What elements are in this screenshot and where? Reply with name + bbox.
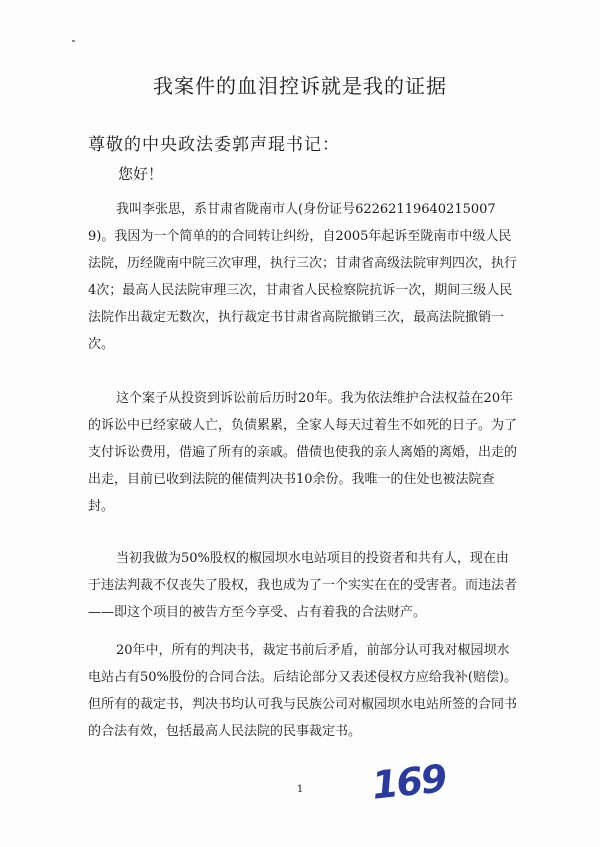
handwritten-page-mark: 169 [369, 756, 448, 808]
page-number: 1 [296, 784, 304, 795]
paragraph-4: 20年中，所有的判决书，裁定书前后矛盾，前部分认可我对椒园坝水电站占有50%股份的合同合法。后结论部分又表述侵权方应给我补(赔偿)。但所有的裁定书，判决书均认可我与民族公司对椒园坝水电站所签的合同书的合法有效，包括最高人民法院的民事裁定书。 [88, 643, 518, 739]
document-title: 我案件的血泪控诉就是我的证据 [153, 74, 447, 98]
paragraph-3: 当初我做为50%股权的椒园坝水电站项目的投资者和共有人，现在由于违法判裁不仅丧失了股权，我也成为了一个实实在在的受害者。而违法者——即这个项目的被告方至今享受、占有着我的合法财产。 [88, 551, 518, 620]
paragraph-1: 我叫李张思，系甘肃省陇南市人(身份证号622621196402150079)。我因为一个简单的的合同转让纠纷，自2005年起诉至陇南市中级人民法院，历经陇南中院三次审理，执行三次；甘肃省高级法院审判四次，执行4次；最高人民法院审理三次，甘肃省人民检察院抗诉一次，期间三级人民法院作出裁定无数次，执行裁定书甘肃省高院撤销三次，最高法院撤销一次。 [88, 202, 518, 352]
salutation: 尊敬的中央政法委郭声琨书记： [88, 135, 340, 155]
scan-speck [72, 40, 75, 42]
greeting: 您好！ [118, 165, 164, 183]
paragraph-2: 这个案子从投资到诉讼前后历时20年。我为依法维护合法权益在20年的诉讼中已经家破人亡，负债累累，全家人每天过着生不如死的日子。为了支付诉讼费用，借遍了所有的亲戚。借债也使我的亲人离婚的离婚，出走的出走，目前已收到法院的催债判决书10余份。我唯一的住处也被法院查封。 [88, 391, 518, 514]
